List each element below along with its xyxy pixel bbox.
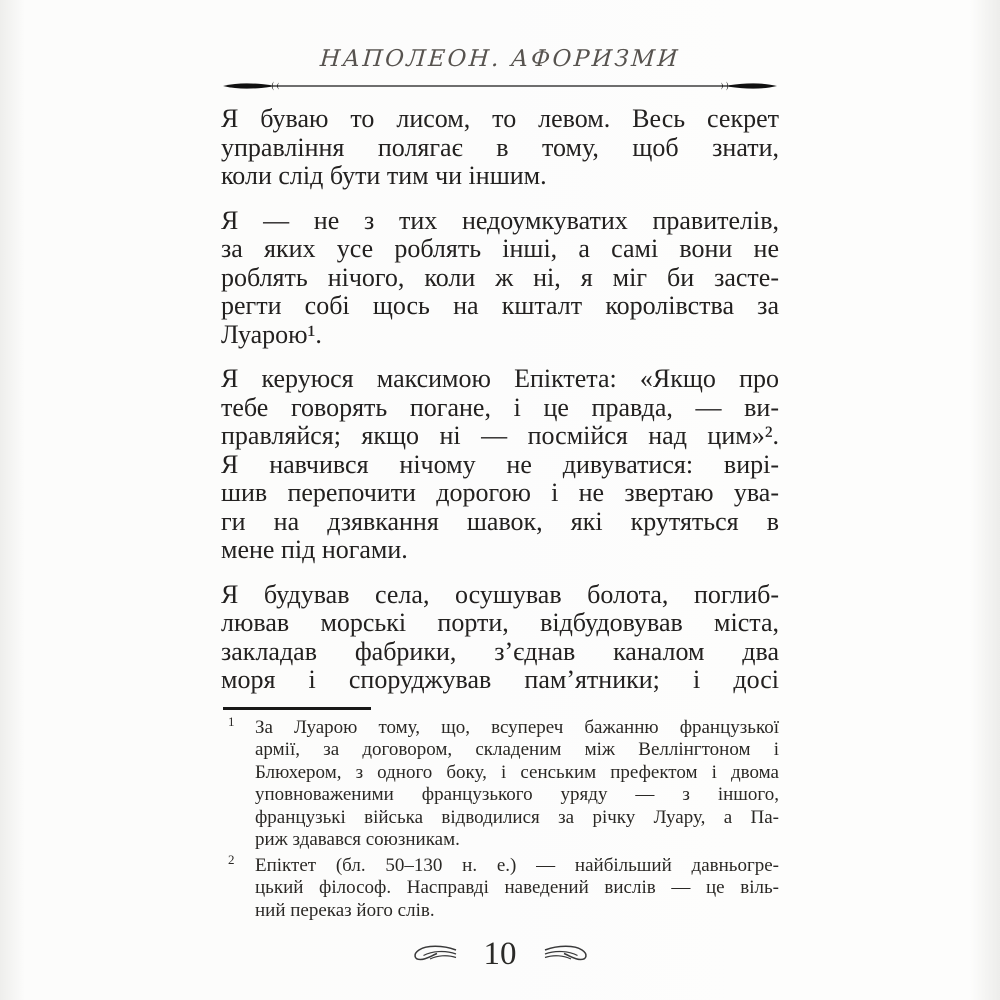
text-line: моря і споруджував пам’ятники; і досі xyxy=(221,665,779,694)
page-content-column xyxy=(221,0,779,974)
footnote-line: французькі війська відводилися за річку Луару, а Па- xyxy=(255,806,779,828)
footnote-line: уповноваженими французького уряду — з іншого, xyxy=(255,784,779,805)
text-line: ги на дзявкання шавок, які крутяться в xyxy=(221,506,779,536)
text-line: роблять нічого, коли ж ні, я міг би засте- xyxy=(221,262,779,292)
footnote-line: Блюхером, з одного боку, і сенським префектом і двома xyxy=(255,761,779,783)
text-line: Я — не з тих недоумкуватих правителів, xyxy=(221,205,779,235)
page-number: 10 xyxy=(483,936,517,972)
text-line: шив перепочити дорогою і не звертаю ува- xyxy=(221,478,779,507)
text-line: правляйся; якщо ні — посмійся над цим»². xyxy=(221,421,779,450)
paragraph-3 xyxy=(221,365,779,565)
footnote-line: Епіктет (бл. 50–130 н. е.) — найбільший давньогре- xyxy=(255,854,779,876)
footnote-line: цький філософ. Насправді наведений вислів — це віль- xyxy=(255,877,779,898)
page-footer xyxy=(221,934,779,974)
running-head-title: НАПОЛЕОН. АФОРИЗМИ xyxy=(319,46,681,72)
text-line: Я будував села, осушував болота, поглиб- xyxy=(221,579,779,609)
text-line: регти собі щось на кшталт королівства за xyxy=(221,291,779,320)
text-line: тебе говорять погане, і це правда, — ви- xyxy=(221,392,779,422)
footnote-line: армії, за договором, складеним між Веллінгтоном і xyxy=(255,739,779,760)
paragraph-1 xyxy=(221,105,779,191)
footnotes-section xyxy=(221,707,779,923)
footnote-2 xyxy=(221,851,779,923)
text-line: управління полягає в тому, щоб знати, xyxy=(221,132,779,162)
text-line: Я керуюся максимою Епіктета: «Якщо про xyxy=(221,364,779,393)
text-line: коли слід бути тим чи іншим. xyxy=(221,161,547,190)
paragraph-2 xyxy=(221,207,779,350)
swirl-flourish-right-icon xyxy=(543,942,591,966)
text-line: закладав фабрики, з’єднав каналом два xyxy=(221,636,779,666)
paragraph-4 xyxy=(221,581,779,695)
text-line: за яких усе роблять інші, а самі вони не xyxy=(221,234,779,263)
footnote-line: риж здавався союзникам. xyxy=(255,829,460,850)
aphorisms-body-text xyxy=(221,105,779,695)
footnote-marker: 1 xyxy=(228,713,235,729)
text-line: Я буваю то лисом, то левом. Весь секрет xyxy=(221,104,779,133)
footnote-1 xyxy=(221,713,779,852)
swirl-flourish-left-icon xyxy=(410,942,458,966)
text-line: Я навчився нічому не дивуватися: вирі- xyxy=(221,449,779,479)
footnote-marker: 2 xyxy=(228,851,235,867)
text-line: мене під ногами. xyxy=(221,535,408,564)
footnote-line: ний переказ його слів. xyxy=(255,899,435,921)
footnote-separator-rule xyxy=(223,707,371,710)
text-line: лював морські порти, відбудовував міста, xyxy=(221,608,779,637)
footnote-line: За Луарою тому, що, всупереч бажанню французької xyxy=(255,716,779,738)
header-spear-rule-ornament xyxy=(221,78,779,94)
text-line: Луарою¹. xyxy=(221,319,322,349)
